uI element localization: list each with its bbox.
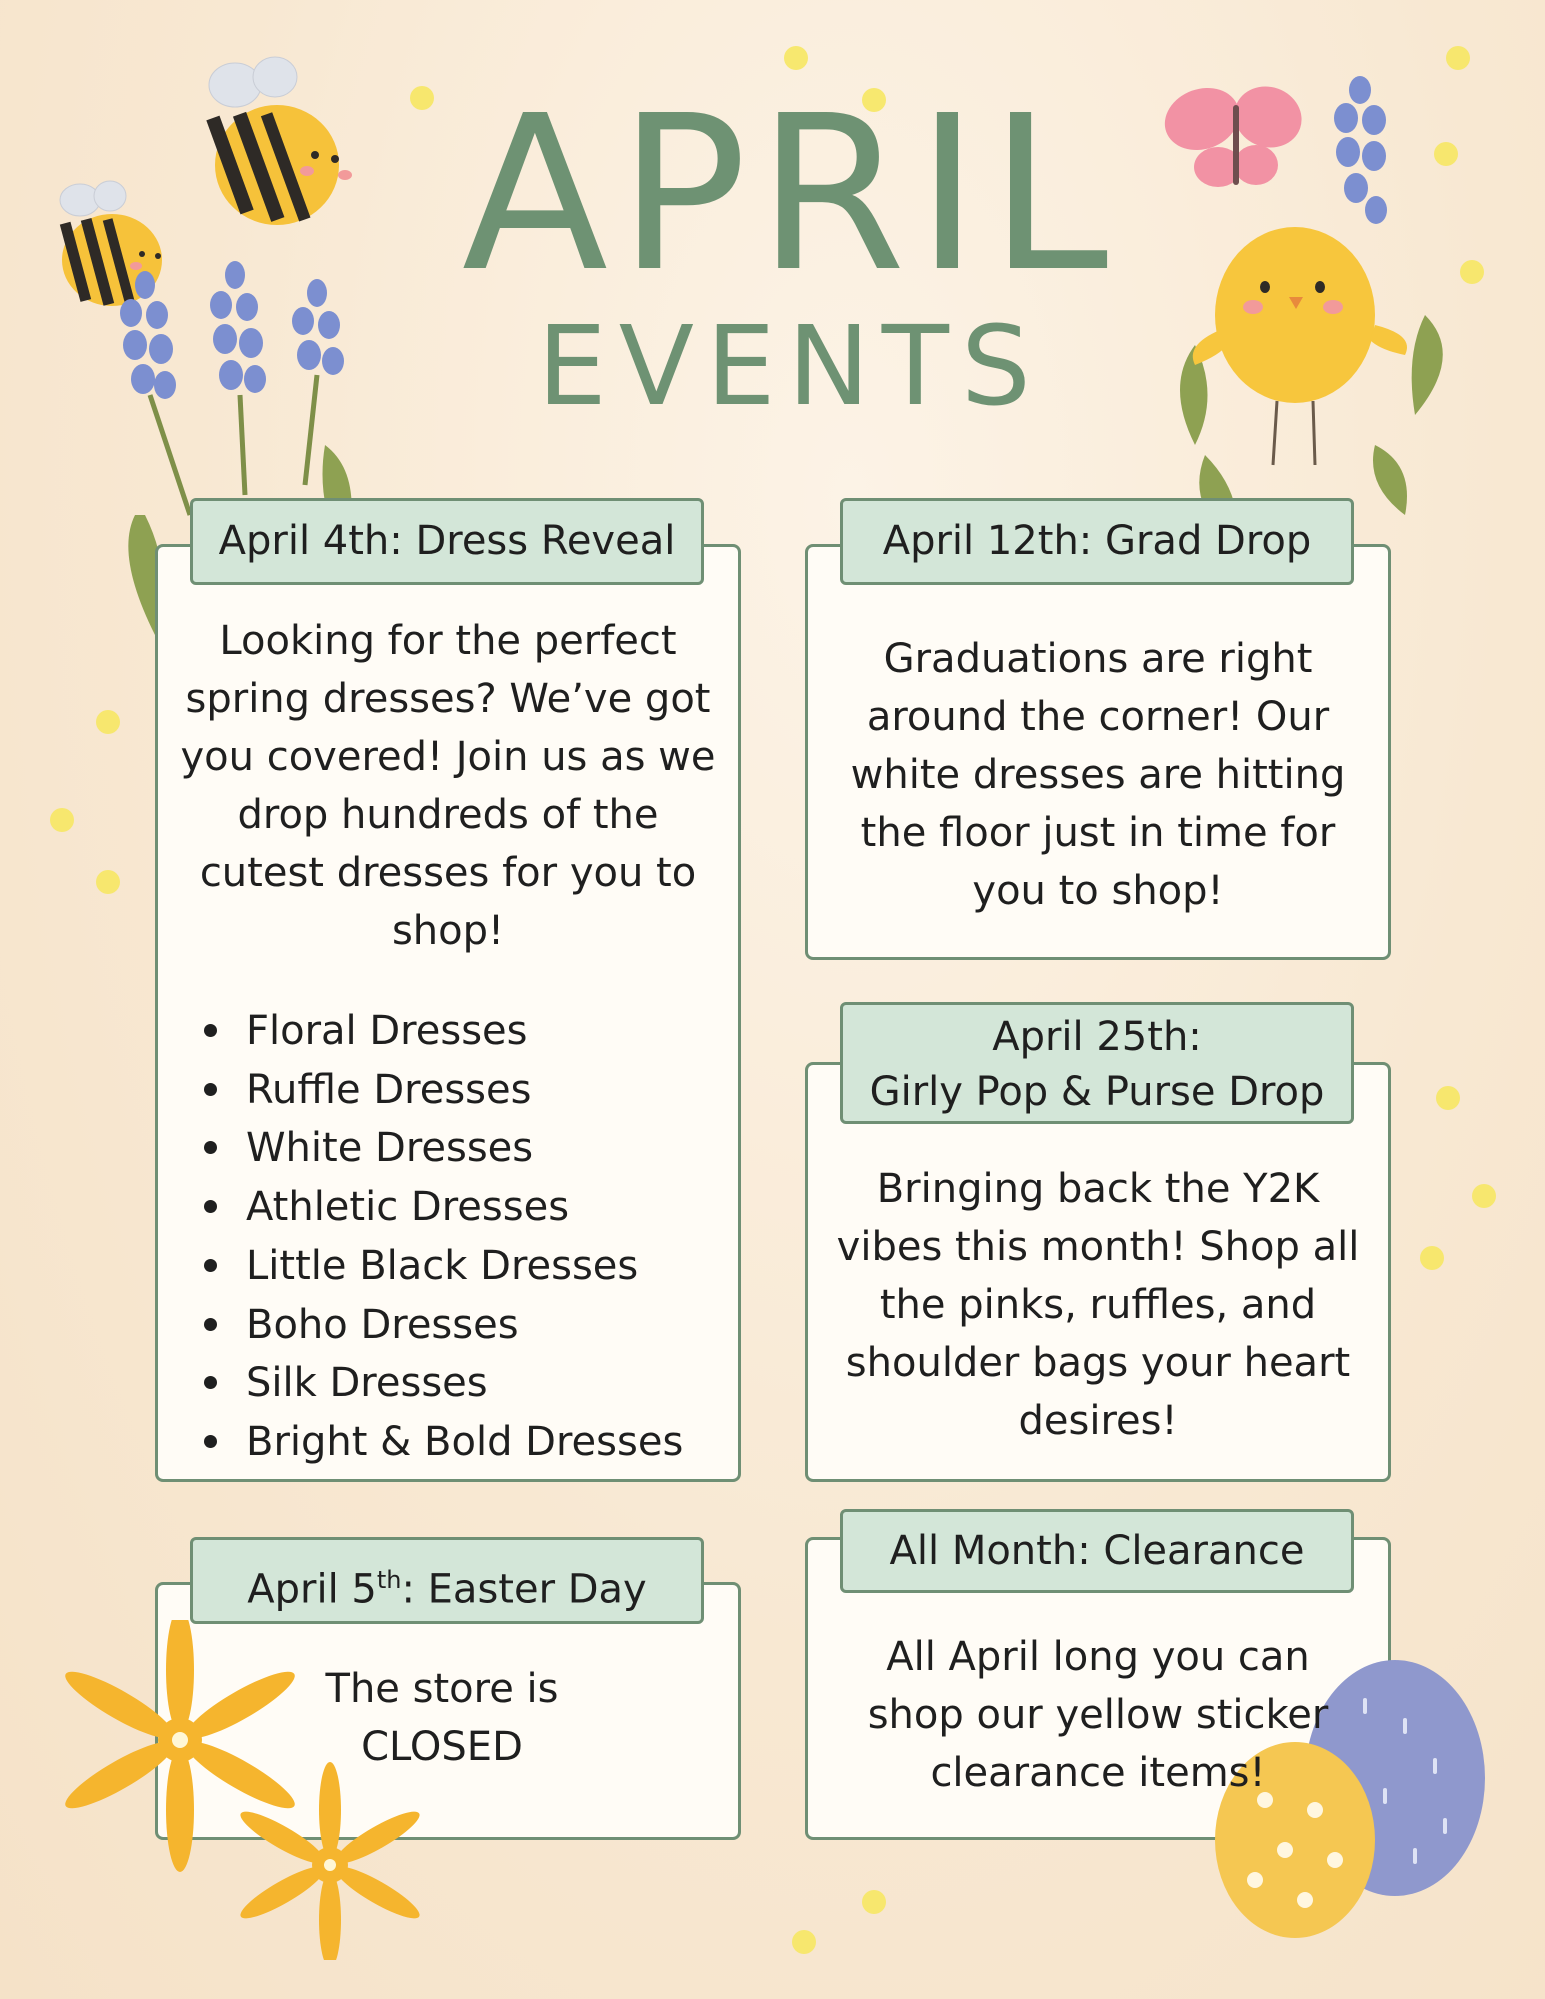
yellow-dot bbox=[784, 46, 808, 70]
bee-icon bbox=[195, 55, 365, 235]
yellow-dot bbox=[1434, 142, 1458, 166]
yellow-dot bbox=[862, 1890, 886, 1914]
list-item: Ruffle Dresses bbox=[194, 1061, 734, 1120]
yellow-dot bbox=[1420, 1246, 1444, 1270]
flower-icon bbox=[30, 1620, 440, 1960]
page-title bbox=[420, 70, 1160, 430]
yellow-dot bbox=[1446, 46, 1470, 70]
event-heading-easter bbox=[190, 1537, 704, 1624]
list-item: Floral Dresses bbox=[194, 1002, 734, 1061]
heading-superscript: th bbox=[376, 1566, 402, 1594]
event-heading-dress-reveal: April 4th: Dress Reveal bbox=[190, 498, 704, 585]
heading-suffix: : Easter Day bbox=[401, 1566, 647, 1613]
heading-prefix: April 5 bbox=[247, 1566, 377, 1613]
list-item: Boho Dresses bbox=[194, 1296, 734, 1355]
event-description-grad-drop: Graduations are right around the corner! Our white dresses are hitting the floor just in time for you to shop! bbox=[850, 636, 1346, 914]
title-events: EVENTS bbox=[537, 302, 1043, 430]
event-description-clearance: All April long you can shop our yellow sticker clearance items! bbox=[867, 1634, 1329, 1796]
event-description-dress-reveal: Looking for the perfect spring dresses? We’ve got you covered! Join us as we drop hundreds of the cutest dresses for you to shop! bbox=[180, 618, 716, 954]
yellow-dot bbox=[96, 870, 120, 894]
list-item: Silk Dresses bbox=[194, 1354, 734, 1413]
yellow-dot bbox=[50, 808, 74, 832]
yellow-dot bbox=[96, 710, 120, 734]
dress-list bbox=[194, 1002, 734, 1472]
event-heading-clearance: All Month: Clearance bbox=[840, 1509, 1354, 1593]
event-description-easter: The store is CLOSED bbox=[325, 1666, 559, 1770]
list-item: Athletic Dresses bbox=[194, 1178, 734, 1237]
event-description-girly-pop: Bringing back the Y2K vibes this month! Shop all the pinks, ruffles, and shoulder bags your heart desires! bbox=[836, 1166, 1360, 1444]
event-heading-grad-drop: April 12th: Grad Drop bbox=[840, 498, 1354, 585]
list-item: White Dresses bbox=[194, 1119, 734, 1178]
list-item: Little Black Dresses bbox=[194, 1237, 734, 1296]
event-heading-line1: April 25th: bbox=[992, 1014, 1202, 1060]
event-heading-girly-pop bbox=[840, 1002, 1354, 1124]
yellow-dot bbox=[1472, 1184, 1496, 1208]
yellow-dot bbox=[792, 1930, 816, 1954]
butterfly-icon bbox=[1160, 75, 1310, 205]
title-april: APRIL bbox=[461, 70, 1119, 319]
event-heading-line2: Girly Pop & Purse Drop bbox=[869, 1069, 1325, 1115]
list-item: Bright & Bold Dresses bbox=[194, 1413, 734, 1472]
yellow-dot bbox=[1436, 1086, 1460, 1110]
